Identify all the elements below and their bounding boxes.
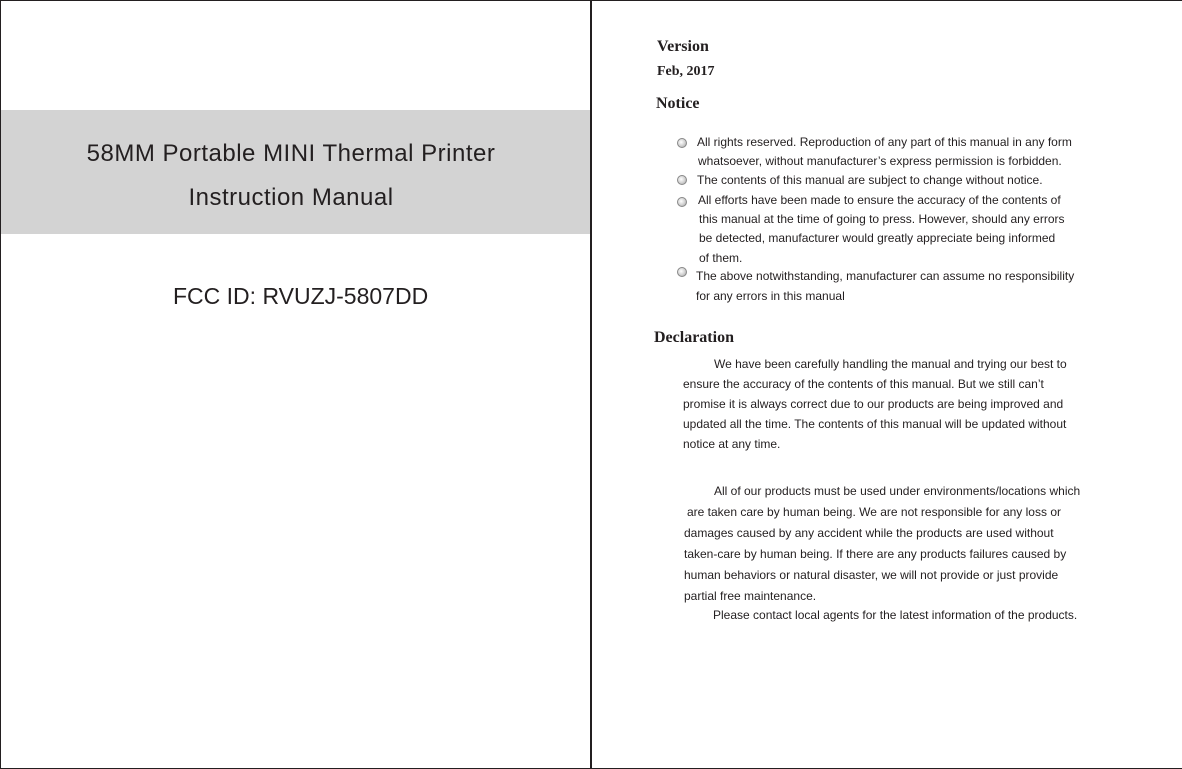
notice-item-1-line1: All rights reserved. Reproduction of any part of this manual in any form bbox=[697, 135, 1072, 149]
version-date: Feb, 2017 bbox=[657, 64, 715, 79]
declaration-p2-line3: damages caused by any accident while the products are used without bbox=[684, 526, 1054, 540]
notice-item-3-line3: be detected, manufacturer would greatly appreciate being informed bbox=[699, 231, 1056, 245]
declaration-p2-line2: are taken care by human being. We are not responsible for any loss or bbox=[687, 505, 1061, 519]
bullet-icon bbox=[677, 175, 687, 185]
declaration-p1-line3: promise it is always correct due to our products are being improved and bbox=[683, 397, 1064, 411]
declaration-heading: Declaration bbox=[654, 329, 734, 346]
notice-item-2-line1: The contents of this manual are subject to change without notice. bbox=[697, 173, 1043, 187]
bullet-icon bbox=[677, 197, 687, 207]
version-label: Version bbox=[657, 38, 709, 55]
declaration-p1-line4: updated all the time. The contents of this manual will be updated without bbox=[683, 417, 1067, 431]
declaration-p1-line1: We have been carefully handling the manual and trying our best to bbox=[714, 357, 1067, 371]
declaration-p2-line1: All of our products must be used under environments/locations which bbox=[714, 484, 1081, 498]
manual-title-line2: Instruction Manual bbox=[188, 184, 394, 211]
declaration-p1-line2: ensure the accuracy of the contents of this manual. But we still can’t bbox=[683, 377, 1044, 391]
declaration-p1-line5: notice at any time. bbox=[683, 437, 781, 451]
notice-item-3-line4: of them. bbox=[699, 251, 743, 265]
title-band bbox=[1, 110, 591, 234]
declaration-p2-line4: taken-care by human being. If there are any products failures caused by bbox=[684, 547, 1067, 561]
declaration-p2-line5: human behaviors or natural disaster, we will not provide or just provide bbox=[684, 568, 1059, 582]
notice-item-4-line2: for any errors in this manual bbox=[696, 289, 845, 303]
notice-heading: Notice bbox=[656, 95, 700, 112]
declaration-p2-line6: partial free maintenance. bbox=[684, 589, 817, 603]
notice-item-3-line2: this manual at the time of going to press. However, should any errors bbox=[699, 212, 1065, 226]
bullet-icon bbox=[677, 138, 687, 148]
bullet-icon bbox=[677, 267, 687, 277]
declaration-p3: Please contact local agents for the latest information of the products. bbox=[713, 608, 1078, 622]
notice-item-4-line1: The above notwithstanding, manufacturer can assume no responsibility bbox=[696, 269, 1075, 283]
notice-item-3-line1: All efforts have been made to ensure the accuracy of the contents of bbox=[698, 193, 1061, 207]
fcc-id: FCC ID: RVUZJ-5807DD bbox=[173, 283, 429, 309]
notice-item-1-line2: whatsoever, without manufacturer’s express permission is forbidden. bbox=[698, 154, 1062, 168]
notice-page bbox=[590, 0, 1182, 769]
manual-title-line1: 58MM Portable MINI Thermal Printer bbox=[86, 140, 496, 167]
